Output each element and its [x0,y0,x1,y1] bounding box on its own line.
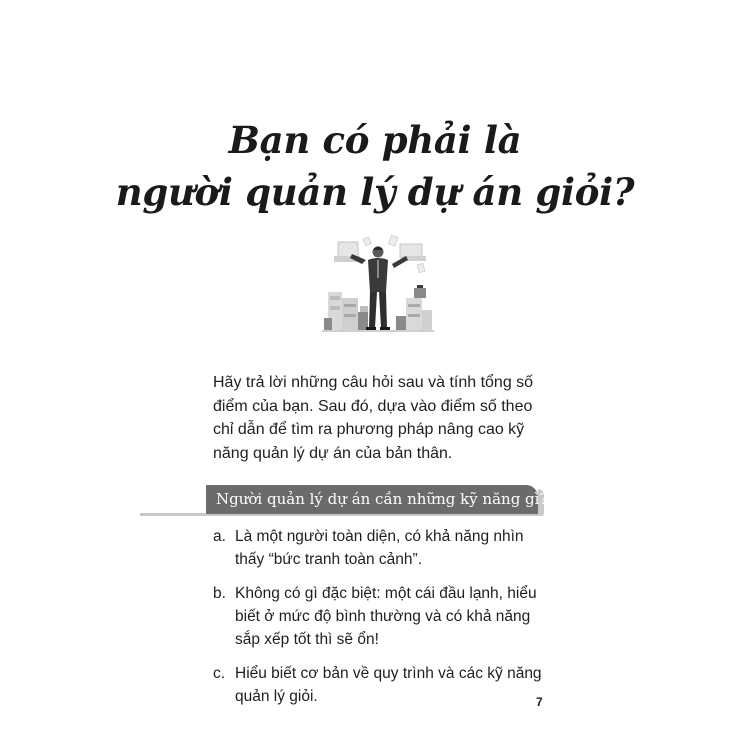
page-title-line-1: Bạn có phải là [228,118,522,162]
page-number: 7 [536,695,543,709]
intro-paragraph: Hãy trả lời những câu hỏi sau và tính tổng số điểm của bạn. Sau đó, dựa vào điểm số theo chỉ dẫn để tìm ra phương pháp nâng cao kỹ năng quản lý dự án của bản thân. [213,374,534,462]
answer-option-c [213,662,553,708]
answer-option-a [213,525,553,571]
page-title-line-2: người quản lý dự án giỏi? [115,170,635,214]
option-letter: c. [213,665,226,682]
section-heading-text: Người quản lý dự án cần những kỹ năng gì? [216,490,548,508]
option-letter: a. [213,528,226,545]
section-heading-bar [206,485,548,514]
businessman-juggling-documents-icon [322,234,434,334]
option-letter: b. [213,585,226,602]
option-text: Là một người toàn diện, có khả năng nhìn thấy “bức tranh toàn cảnh”. [235,528,524,568]
option-text: Hiểu biết cơ bản về quy trình và các kỹ năng quản lý giỏi. [235,665,542,705]
option-text: Không có gì đặc biệt: một cái đầu lạnh, hiểu biết ở mức độ bình thường và có khả năng sắp xếp tốt thì sẽ ổn! [235,585,537,648]
answer-option-b [213,582,553,651]
answer-options-list [213,525,553,719]
